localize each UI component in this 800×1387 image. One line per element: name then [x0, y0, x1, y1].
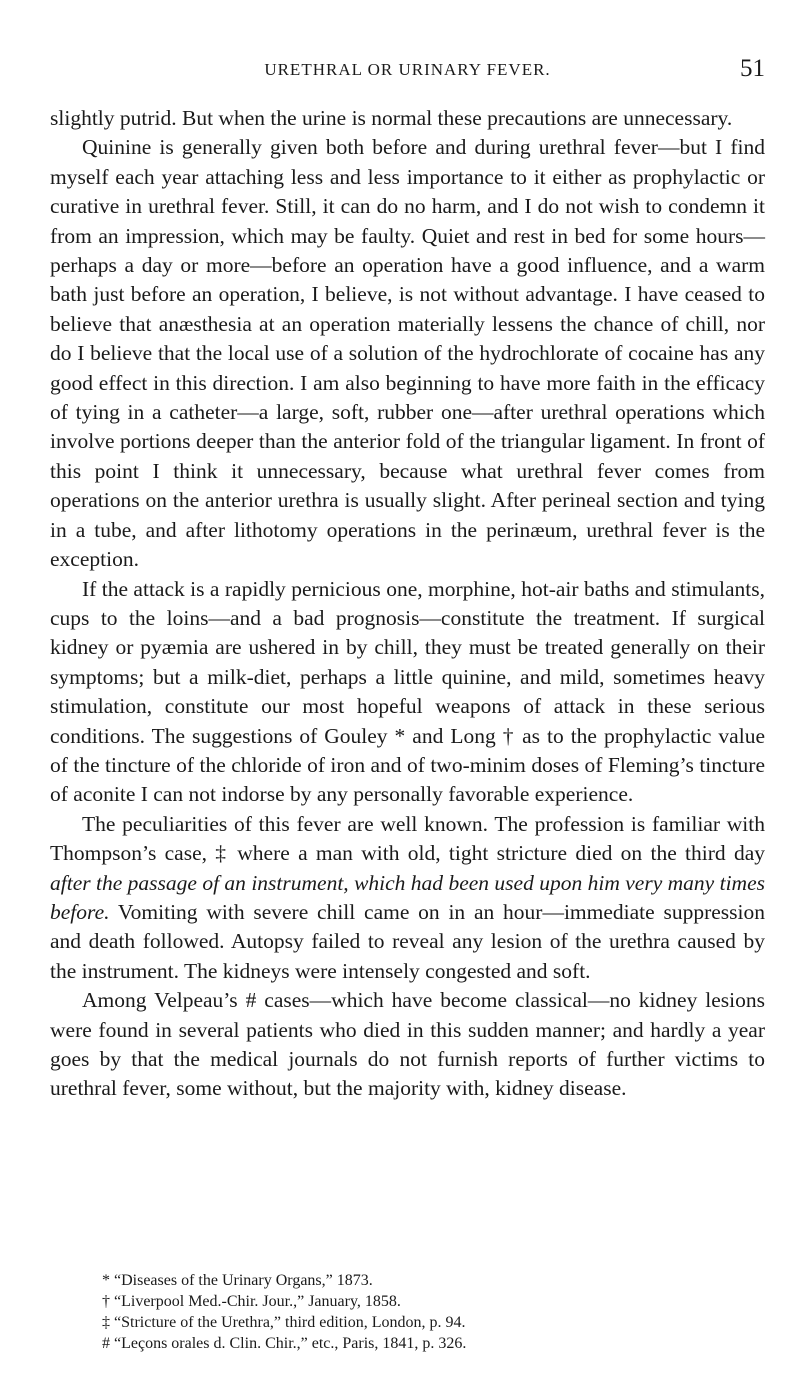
body-text: [50, 104, 765, 1104]
footnote: † “Liverpool Med.-Chir. Jour.,” January, 1858.: [102, 1293, 401, 1310]
paragraph-peculiarities-start: The peculiarities of this fever are well known. The profession is familiar with Thompson’s case, ‡ where a man with old, tight stricture died on the third day: [50, 811, 765, 866]
footnote: ‡ “Stricture of the Urethra,” third edition, London, p. 94.: [102, 1314, 466, 1331]
italic-emphasis: after the passage of an instrument, which had been used upon him very many times before.: [50, 870, 765, 924]
paragraph-peculiarities: [50, 810, 765, 986]
footnotes: [102, 1270, 762, 1354]
running-title: URETHRAL OR URINARY FEVER.: [264, 60, 551, 79]
footnote: # “Leçons orales d. Clin. Chir.,” etc., Paris, 1841, p. 326.: [102, 1335, 467, 1352]
paragraph-quinine: Quinine is generally given both before and during urethral fever—but I find myself each year attaching less and less importance to it either as prophylactic or curative in urethral fever. Still, it can do no harm, and I do not wish to condemn it from an impression, which may be faulty. Quiet and rest in bed for some hours—perhaps a day or more—before an operation have a good influence, and a warm bath just before an operation, I believe, is not without advantage. I have ceased to believe that anæsthesia at an operation materially lessens the chance of chill, nor do I believe that the local use of a solution of the hydrochlorate of cocaine has any good effect in this direction. I am also beginning to have more faith in the efficacy of tying in a catheter—a large, soft, rubber one—after urethral operations which involve portions deeper than the anterior fold of the triangular ligament. In front of this point I think it unnecessary, because what urethral fever comes from operations on the anterior urethra is usually slight. After perineal section and tying in a tube, and after lithotomy operations in the perinæum, urethral fever is the exception.: [50, 135, 765, 572]
page-header: [50, 0, 765, 90]
book-page: [50, 0, 765, 1352]
paragraph-velpeau: Among Velpeau’s # cases—which have become classical—no kidney lesions were found in several patients who died in this sudden manner; and hardly a year goes by that the medical journals do not furnish reports of further victims to urethral fever, some without, but the majority with, kidney disease.: [50, 988, 765, 1101]
page-number: 51: [740, 55, 765, 82]
paragraph-peculiarities-end: Vomiting with severe chill came on in an hour—immediate suppression and death followed. Autopsy failed to reveal any lesion of the urethra caused by the instrument. The kidneys were intensely congested and soft.: [50, 899, 765, 983]
footnote: * “Diseases of the Urinary Organs,” 1873.: [102, 1272, 373, 1289]
paragraph-continuation: slightly putrid. But when the urine is normal these precautions are unnecessary.: [50, 106, 733, 130]
paragraph-treatment: If the attack is a rapidly pernicious one, morphine, hot-air baths and stimulants, cups to the loins—and a bad prognosis—constitute the treatment. If surgical kidney or pyæmia are ushered in by chill, they must be treated generally on their symptoms; but a milk-diet, perhaps a little quinine, and mild, sometimes heavy stimulation, constitute our most hopeful weapons of attack in these serious conditions. The suggestions of Gouley * and Long † as to the prophylactic value of the tincture of the chloride of iron and of two-minim doses of Fleming’s tincture of aconite I can not indorse by any personally favorable experience.: [50, 576, 765, 807]
